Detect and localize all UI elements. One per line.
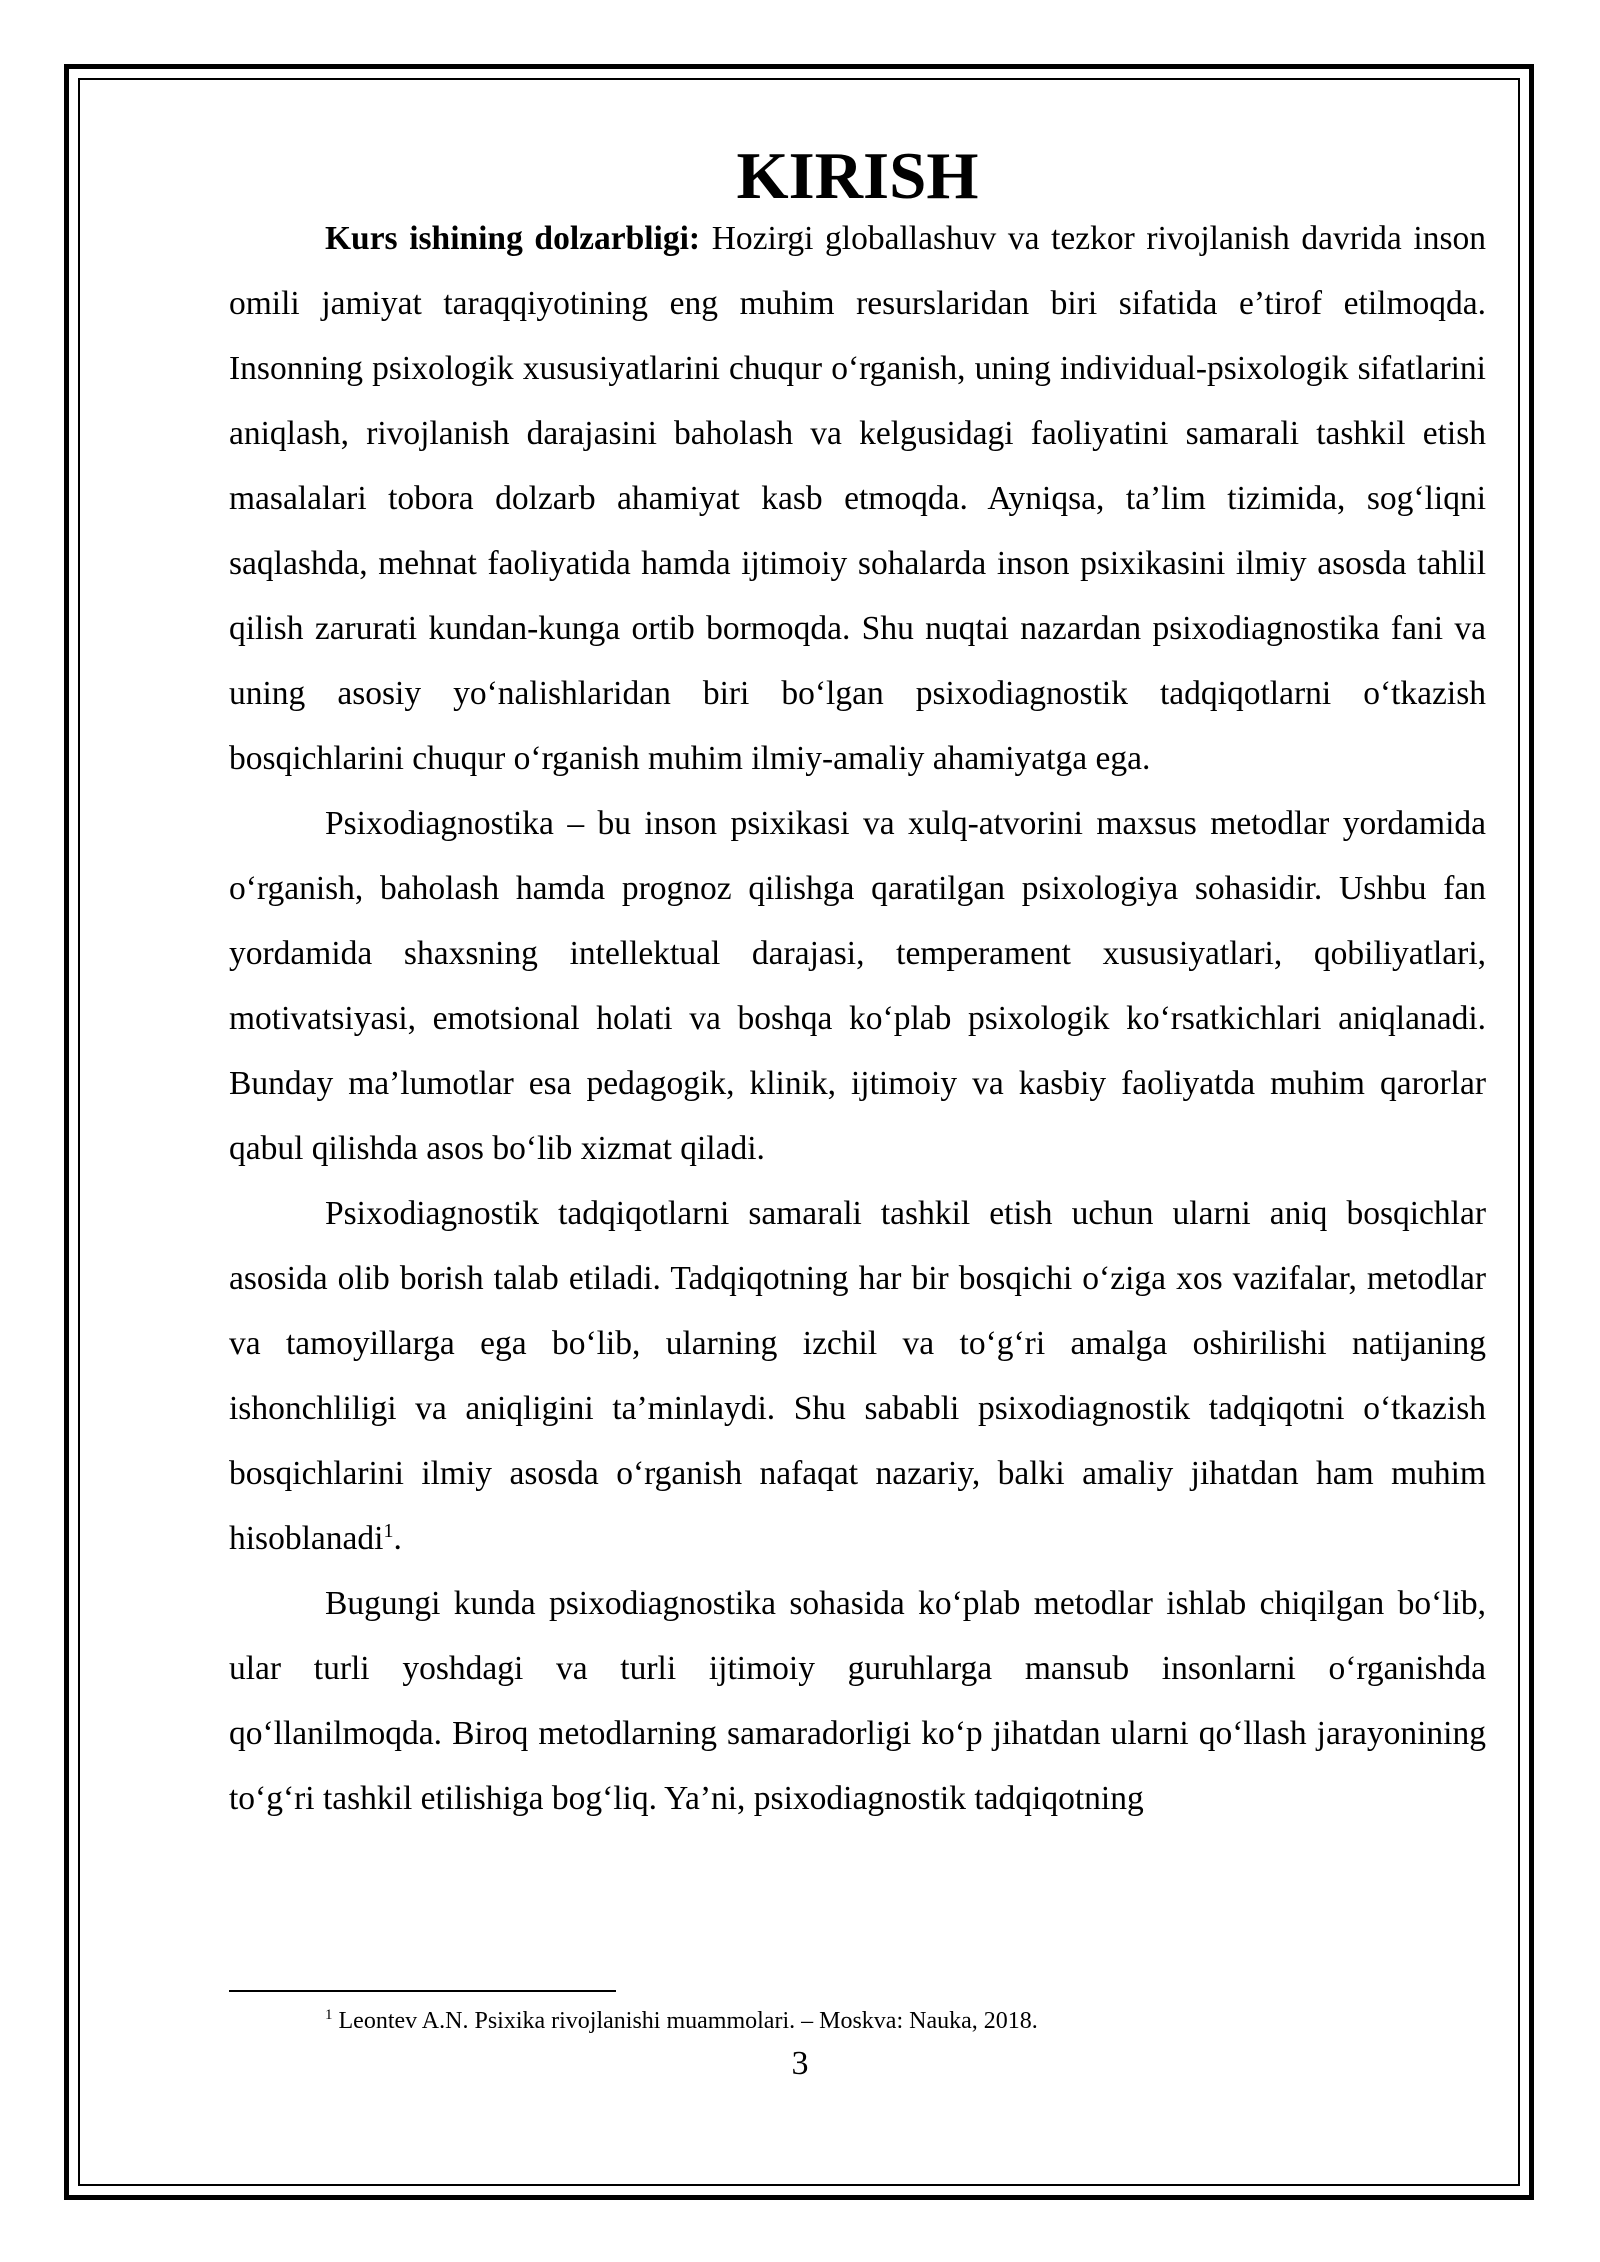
paragraph-text: Bugungi kunda psixodiagnostika sohasida ko‘plab metodlar ishlab chiqilgan bo‘lib, ular turli yoshdagi va turli ijtimoiy guruhlarga mansub insonlarni o‘rganishda qo‘llanilmoqda. Biroq metodlarning samaradorligi ko‘p jihatdan ularni qo‘llash jarayonining to‘g‘ri tashkil etilishiga bog‘liq. Ya’ni, psixodiagnostik tadqiqotning (229, 1585, 1486, 1817)
footnote-text: Leontev A.N. Psixika rivojlanishi muammolari. – Moskva: Nauka, 2018. (332, 2008, 1038, 2034)
paragraph-tail: . (393, 1520, 402, 1557)
paragraph-text: Hozirgi globallashuv va tezkor rivojlanish davrida inson omili jamiyat taraqqiyotining eng muhim resurslaridan biri sifatida e’tirof etilmoqda. Insonning psixologik xususiyatlarini chuqur o‘rganish, uning individual-psixologik sifatlarini aniqlash, rivojlanish darajasini baholash va kelgusidagi faoliyatini samarali tashkil etish masalalari tobora dolzarb ahamiyat kasb etmoqda. Ayniqsa, ta’lim tizimida, sog‘liqni saqlashda, mehnat faoliyatida hamda ijtimoiy sohalarda inson psixikasini ilmiy asosda tahlil qilish zarurati kundan-kunga ortib bormoqda. Shu nuqtai nazardan psixodiagnostika fani va uning asosiy yo‘nalishlaridan biri bo‘lgan psixodiagnostik tadqiqotlarni o‘tkazish bosqichlarini chuqur o‘rganish muhim ilmiy-amaliy ahamiyatga ega. (229, 220, 1486, 777)
footnote-number: 1 (325, 2007, 333, 2023)
page-title: KIRISH (736, 139, 979, 213)
footnote (325, 2004, 1425, 2038)
paragraph-lead-bold: Kurs ishining dolzarbligi: (325, 220, 701, 257)
paragraph-definition (229, 791, 1486, 1181)
paragraph-text: Psixodiagnostik tadqiqotlarni samarali tashkil etish uchun ularni aniq bosqichlar asosida olib borish talab etiladi. Tadqiqotning har bir bosqichi o‘ziga xos vazifalar, metodlar va tamoyillarga ega bo‘lib, ularning izchil va to‘g‘ri amalga oshirilishi natijaning ishonchliligi va aniqligini ta’minlaydi. Shu sababli psixodiagnostik tadqiqotni o‘tkazish bosqichlarini ilmiy asosda o‘rganish nafaqat nazariy, balki amaliy jihatdan ham muhim hisoblanadi (229, 1195, 1486, 1557)
paragraph-stages (229, 1181, 1486, 1571)
paragraph-relevance (229, 206, 1486, 791)
page-number: 3 (791, 2045, 809, 2082)
paragraph-methods (229, 1571, 1486, 1831)
paragraph-text: Psixodiagnostika – bu inson psixikasi va xulq-atvorini maxsus metodlar yordamida o‘rganish, baholash hamda prognoz qilishga qaratilgan psixologiya sohasidir. Ushbu fan yordamida shaxsning intellektual darajasi, temperament xususiyatlari, qobiliyatlari, motivatsiyasi, emotsional holati va boshqa ko‘plab psixologik ko‘rsatkichlari aniqlanadi. Bunday ma’lumotlar esa pedagogik, klinik, ijtimoiy va kasbiy faoliyatda muhim qarorlar qabul qilishda asos bo‘lib xizmat qiladi. (229, 805, 1486, 1167)
footnote-reference: 1 (383, 1519, 394, 1542)
main-text (229, 139, 1486, 1831)
footnote-separator (229, 1990, 616, 1992)
